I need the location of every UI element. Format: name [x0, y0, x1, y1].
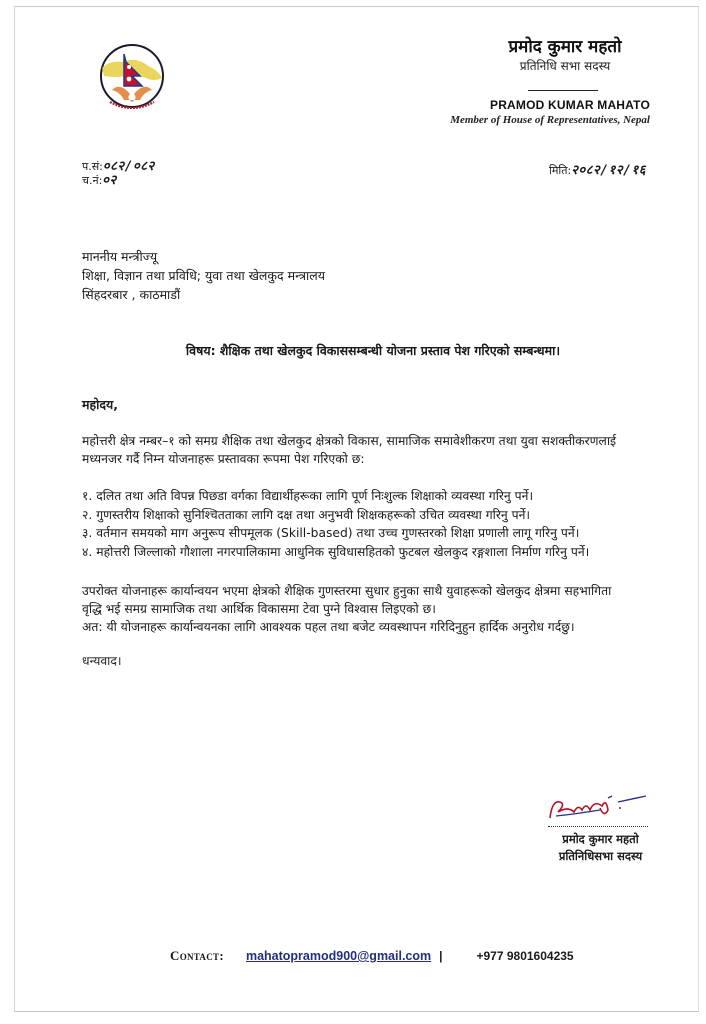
dispatch-number	[82, 174, 155, 188]
list-item: ३. वर्तमान समयको माग अनुरूप सीपमूलक (Skill-based) तथा उच्च गुणस्तरको शिक्षा प्रणाली लागू गरिनु पर्ने।	[82, 526, 580, 540]
recipient-address	[82, 247, 325, 304]
closing-paragraph	[82, 582, 652, 636]
letterhead-name-english: PRAMOD KUMAR MAHATO	[489, 98, 650, 112]
list-item: २. गुणस्तरीय शिक्षाको सुनिश्चितताका लागि दक्ष तथा अनुभवी शिक्षकहरूको उचित व्यवस्था गरिनु पर्ने।	[82, 507, 531, 522]
contact-phone: +977 9801604235	[476, 949, 574, 963]
recipient-line-1: माननीय मन्त्रीज्यू	[82, 249, 158, 264]
date-value: २०८२/१२/१६	[571, 163, 646, 178]
reference-value: ०८२/०८२	[102, 159, 155, 174]
signatory-name: प्रमोद कुमार महतो	[562, 832, 639, 846]
contact-email-link[interactable]: mahatopramod900@gmail.com	[245, 949, 432, 963]
closing-line-3: अत: यी योजनाहरू कार्यान्वयनका लागि आवश्यक पहल तथा बजेट व्यवस्थापन गरिदिनुहुन हार्दिक अनुरोध गर्दछु।	[82, 620, 575, 634]
list-item: ४. महोत्तरी जिल्लाको गौशाला नगरपालिकामा आधुनिक सुविधासहितको फुटबल खेलकुद रङ्गशाला निर्माण गरिनु पर्ने।	[82, 544, 590, 559]
contact-label: Contact:	[170, 948, 224, 963]
contact-separator: |	[439, 949, 443, 963]
signatory-block	[548, 831, 653, 865]
letter-subject: विषय: शैक्षिक तथा खेलकुद विकाससम्बन्धी योजना प्रस्ताव पेश गरिएको सम्बन्धमा।	[185, 343, 561, 358]
recipient-line-3: सिंहदरबार , काठमाडौं	[82, 287, 181, 302]
reference-number	[82, 160, 155, 174]
signature-mark	[546, 788, 650, 824]
contact-footer	[170, 948, 574, 964]
dispatch-value: ०२	[102, 173, 117, 188]
intro-paragraph	[82, 432, 642, 468]
letterhead-name-nepali: प्रमोद कुमार महतो	[508, 37, 622, 57]
letter-date	[549, 160, 646, 178]
intro-line-1: महोत्तरी क्षेत्र नम्बर–१ को समग्र शैक्षिक तथा खेलकुद क्षेत्रको विकास, सामाजिक समावेशीकरण तथा युवा सशक्तीकरणलाई	[82, 434, 617, 448]
reference-numbers	[82, 160, 155, 188]
salutation: महोदय,	[82, 397, 118, 412]
intro-line-2: मध्यनजर गर्दै निम्न योजनाहरू प्रस्तावका रूपमा पेश गरिएको छ:	[82, 452, 365, 466]
signature-line	[548, 826, 648, 827]
date-label: मिति:	[549, 164, 572, 177]
closing-line-2: वृद्धि भई समग्र सामाजिक तथा आर्थिक विकासमा टेवा पुग्ने विश्वास लिइएको छ।	[82, 602, 436, 616]
signatory-title: प्रतिनिधिसभा सदस्य	[558, 849, 643, 863]
nepal-flag-emblem-icon	[96, 42, 168, 114]
recipient-line-2: शिक्षा, विज्ञान तथा प्रविधि; युवा तथा खेलकुद मन्त्रालय	[82, 268, 326, 283]
closing-line-1: उपरोक्त योजनाहरू कार्यान्वयन भएमा क्षेत्रको शैक्षिक गुणस्तरमा सुधार हुनुका साथै युवाहरूको खेलकुद क्षेत्रमा सहभागिता	[82, 584, 612, 598]
letterhead-divider	[528, 90, 598, 91]
letterhead-title-english: Member of House of Representatives, Nepal	[450, 114, 650, 126]
reference-label: प.सं:	[82, 160, 103, 173]
proposal-list	[82, 487, 662, 561]
letterhead-title-nepali: प्रतिनिधि सभा सदस्य	[519, 59, 611, 73]
thanks-text: धन्यवाद।	[82, 654, 122, 668]
list-item: १. दलित तथा अति विपन्न पिछडा वर्गका विद्यार्थीहरूका लागि पूर्ण निःशुल्क शिक्षाको व्यवस्था गरिनु पर्ने।	[82, 489, 534, 503]
letterhead	[430, 36, 650, 127]
dispatch-label: च.नं:	[82, 174, 103, 187]
